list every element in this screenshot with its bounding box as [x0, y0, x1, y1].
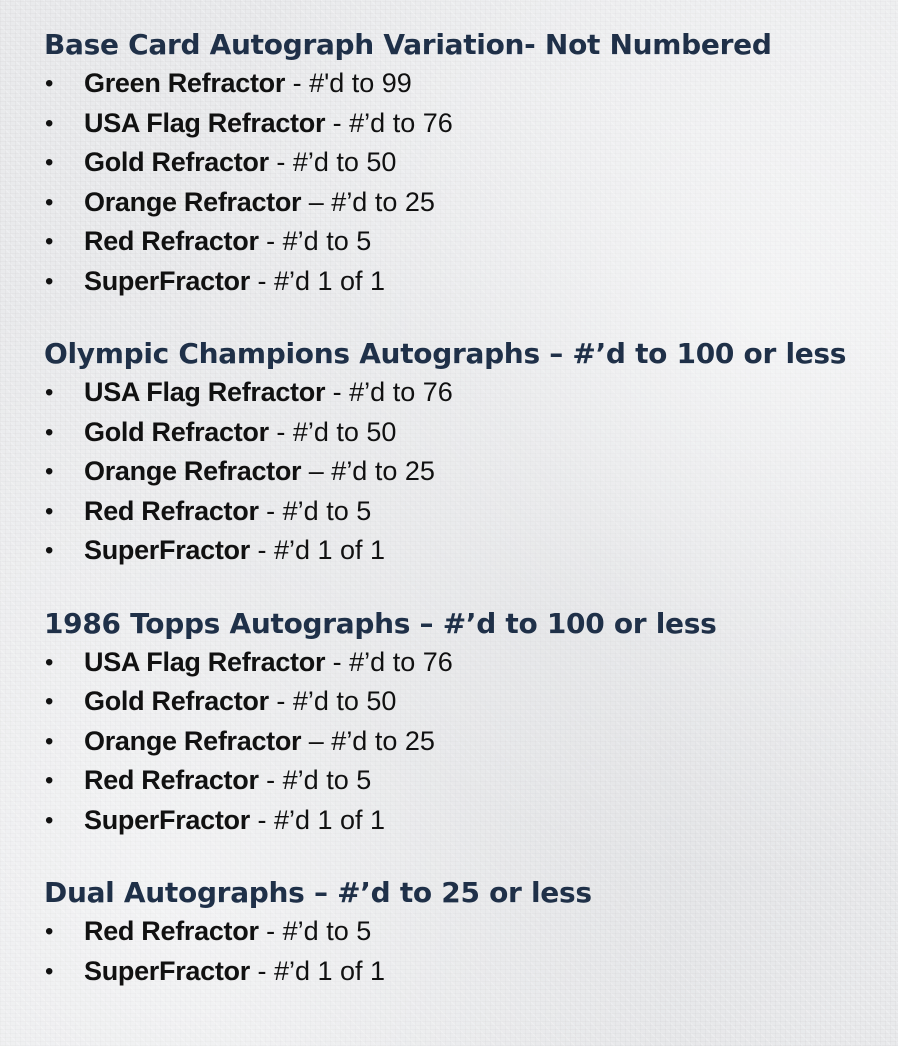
item-numbering: #’d to 25 — [331, 456, 435, 486]
item-numbering: #’d 1 of 1 — [273, 535, 386, 565]
list-item — [44, 452, 888, 492]
item-name: USA Flag Refractor — [84, 107, 326, 138]
bullet-icon: • — [45, 149, 54, 176]
bullet-icon: • — [45, 188, 54, 216]
item-numbering: #’d to 5 — [282, 495, 372, 526]
item-separator: - — [268, 416, 293, 447]
item-numbering: #’d to 50 — [292, 416, 397, 447]
item-numbering: #’d to 76 — [349, 107, 453, 138]
item-name: Orange Refractor — [84, 186, 302, 217]
list-item — [44, 413, 888, 453]
item-list — [44, 64, 888, 301]
item-separator: - — [268, 686, 293, 716]
item-name: Green Refractor — [84, 68, 286, 98]
list-item — [44, 722, 888, 762]
item-separator: - — [268, 147, 293, 177]
item-name: USA Flag Refractor — [84, 646, 326, 677]
bullet-icon: • — [45, 267, 54, 295]
item-list — [44, 643, 888, 841]
section-dual-autographs — [44, 874, 888, 991]
list-item — [44, 643, 888, 683]
bullet-icon: • — [45, 70, 54, 97]
item-name: Red Refractor — [84, 495, 259, 526]
item-separator: – — [301, 186, 332, 217]
list-item — [44, 912, 888, 952]
item-name: Gold Refractor — [84, 416, 269, 447]
document-content — [44, 26, 888, 991]
item-numbering: #’d to 5 — [282, 765, 372, 795]
item-separator: - — [325, 646, 350, 677]
bullet-icon: • — [45, 497, 54, 525]
item-separator: - — [285, 68, 310, 98]
item-separator: - — [249, 265, 274, 296]
bullet-icon: • — [45, 688, 54, 715]
item-numbering: #’d 1 of 1 — [273, 955, 386, 986]
bullet-icon: • — [45, 918, 54, 945]
bullet-icon: • — [45, 418, 54, 446]
item-numbering: #’d to 76 — [349, 377, 453, 407]
item-name: Red Refractor — [84, 765, 259, 795]
list-item — [44, 952, 888, 992]
section-title: Olympic Champions Autographs – #’d to 100 or less — [44, 337, 847, 370]
item-name: Gold Refractor — [84, 686, 269, 716]
item-numbering: #’d 1 of 1 — [273, 265, 386, 296]
item-numbering: #’d to 76 — [349, 646, 453, 677]
item-numbering: #’d to 25 — [331, 725, 435, 756]
bullet-icon: • — [45, 228, 54, 255]
list-item — [44, 143, 888, 183]
item-list — [44, 373, 888, 571]
list-item — [44, 183, 888, 223]
item-separator: - — [249, 535, 274, 565]
bullet-icon: • — [45, 648, 54, 676]
item-numbering: #'d to 99 — [309, 68, 412, 98]
bullet-icon: • — [45, 806, 54, 834]
bullet-icon: • — [45, 767, 54, 794]
item-separator: - — [258, 765, 283, 795]
list-item — [44, 531, 888, 571]
item-separator: - — [325, 107, 350, 138]
item-separator: - — [249, 804, 274, 835]
list-item — [44, 682, 888, 722]
item-separator: – — [301, 725, 332, 756]
item-separator: - — [325, 377, 350, 407]
item-name: Gold Refractor — [84, 147, 269, 177]
list-item — [44, 104, 888, 144]
bullet-icon: • — [45, 379, 54, 406]
bullet-icon: • — [45, 537, 54, 564]
item-name: Red Refractor — [84, 916, 259, 946]
bullet-icon: • — [45, 727, 54, 755]
item-name: SuperFractor — [84, 804, 250, 835]
item-numbering: #’d to 5 — [282, 226, 372, 256]
section-base-card-autograph-variation — [44, 26, 888, 301]
item-separator: - — [258, 226, 283, 256]
section-title: Dual Autographs – #’d to 25 or less — [44, 876, 592, 909]
bullet-icon: • — [45, 458, 54, 485]
bullet-icon: • — [45, 109, 54, 137]
item-numbering: #’d 1 of 1 — [273, 804, 386, 835]
item-list — [44, 912, 888, 991]
item-name: SuperFractor — [84, 955, 250, 986]
section-title: Base Card Autograph Variation- Not Numbered — [44, 28, 772, 61]
item-numbering: #’d to 50 — [292, 147, 397, 177]
list-item — [44, 64, 888, 104]
list-item — [44, 801, 888, 841]
item-name: Orange Refractor — [84, 725, 302, 756]
item-separator: - — [249, 955, 274, 986]
section-1986-topps-autographs — [44, 605, 888, 841]
item-name: SuperFractor — [84, 265, 250, 296]
item-numbering: #’d to 5 — [282, 916, 372, 946]
section-title: 1986 Topps Autographs – #’d to 100 or less — [44, 606, 717, 640]
bullet-icon: • — [45, 957, 54, 985]
item-name: SuperFractor — [84, 535, 250, 565]
list-item — [44, 222, 888, 262]
item-name: Orange Refractor — [84, 456, 302, 486]
section-olympic-champions-autographs — [44, 335, 888, 571]
item-separator: - — [258, 495, 283, 526]
list-item — [44, 492, 888, 532]
item-separator: – — [301, 456, 332, 486]
item-separator: - — [258, 916, 283, 946]
list-item — [44, 262, 888, 302]
item-name: Red Refractor — [84, 226, 259, 256]
list-item — [44, 373, 888, 413]
item-name: USA Flag Refractor — [84, 377, 326, 407]
item-numbering: #’d to 25 — [331, 186, 435, 217]
list-item — [44, 761, 888, 801]
item-numbering: #’d to 50 — [292, 686, 397, 716]
